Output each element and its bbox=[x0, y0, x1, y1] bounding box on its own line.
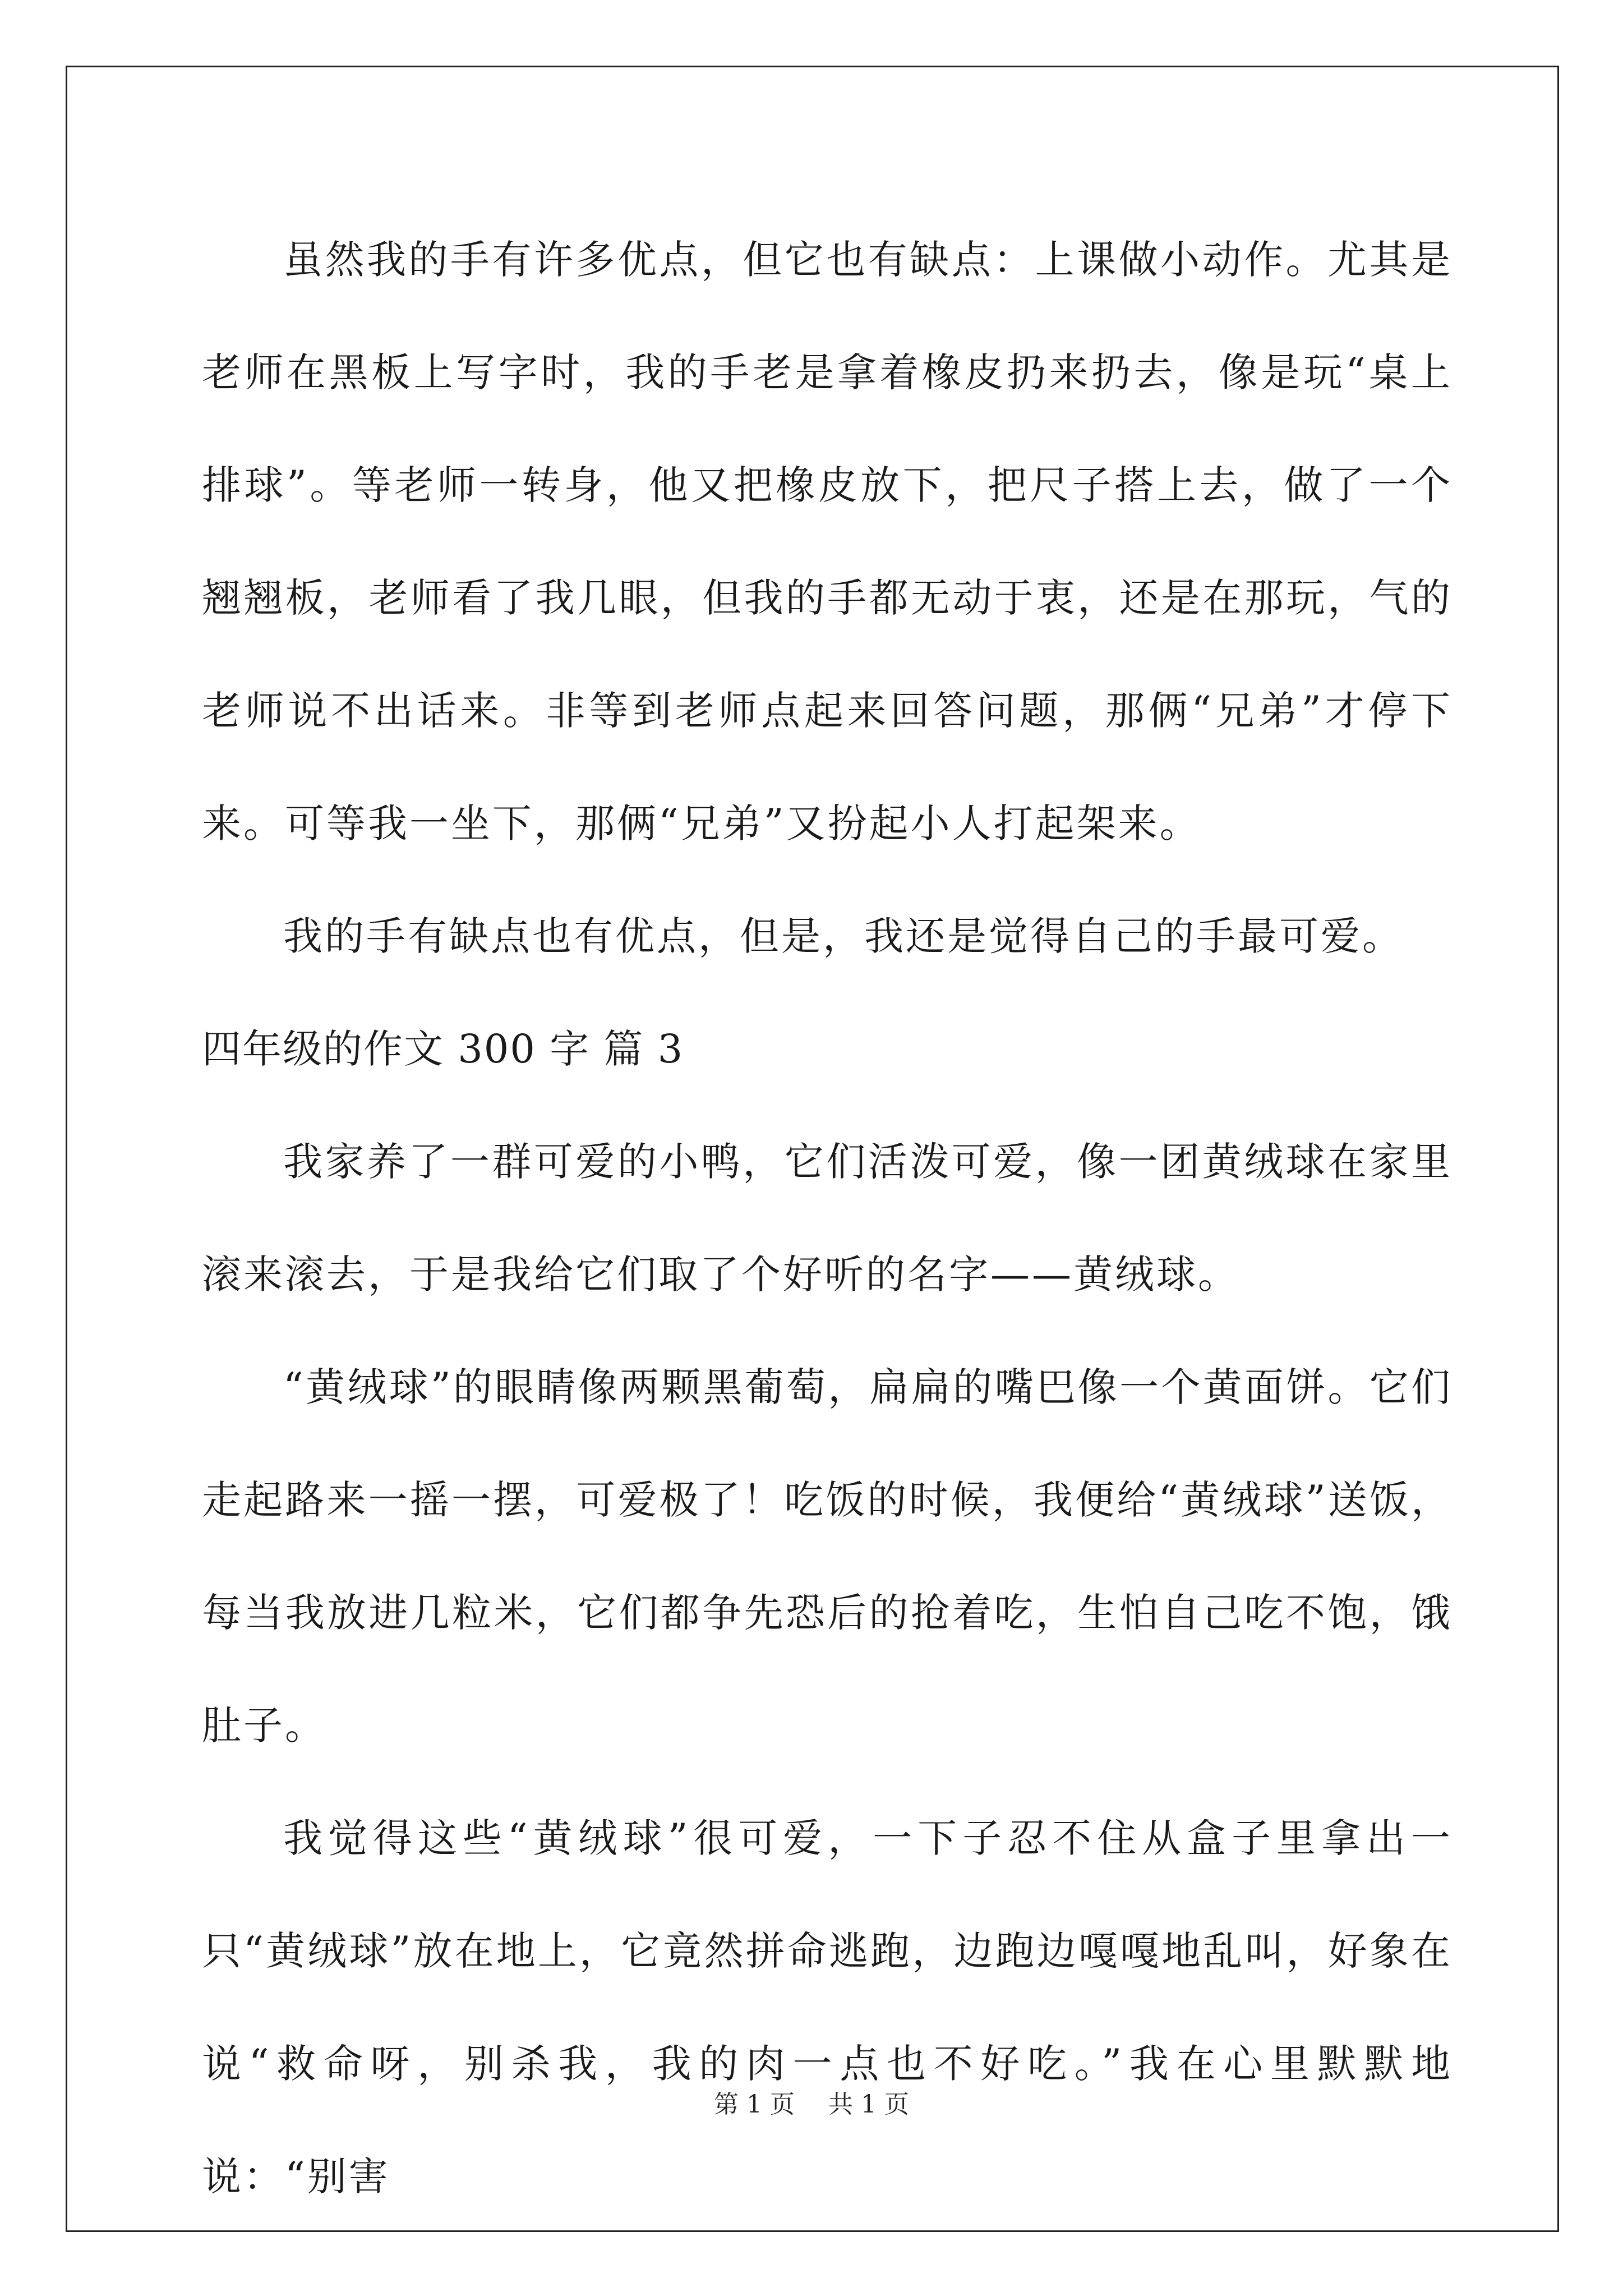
paragraph-ducklings-escape: 我觉得这些“黄绒球”很可爱，一下子忍不住从盒子里拿出一只“黄绒球”放在地上，它竟然拼命逃跑，边跑边嘎嘎地乱叫，好象在说“救命呀，别杀我，我的肉一点也不好吃。”我在心里默默地说：“别害 bbox=[202, 1815, 1453, 2200]
page-footer bbox=[0, 2088, 1623, 2122]
paragraph-hand-conclusion: 我的手有缺点也有优点，但是，我还是觉得自己的手最可爱。 bbox=[283, 913, 1404, 959]
section-heading: 四年级的作文 300 字 篇 3 bbox=[202, 1026, 684, 1072]
paragraph-hand-flaws: 虽然我的手有许多优点，但它也有缺点：上课做小动作。尤其是老师在黑板上写字时，我的手老是拿着橡皮扔来扔去，像是玩“桌上排球”。等老师一转身，他又把橡皮放下，把尺子搭上去，做了一个翘翘板，老师看了我几眼，但我的手都无动于衷，还是在那玩，气的老师说不出话来。非等到老师点起来回答问题，那俩“兄弟”才停下来。可等我一坐下，那俩“兄弟”又扮起小人打起架来。 bbox=[202, 237, 1453, 846]
paragraph-ducklings-intro: 我家养了一群可爱的小鸭，它们活泼可爱，像一团黄绒球在家里滚来滚去，于是我给它们取了个好听的名字——黄绒球。 bbox=[202, 1139, 1453, 1297]
page-number: 第 1 页 bbox=[714, 2090, 795, 2119]
page-total: 共 1 页 bbox=[828, 2090, 909, 2119]
document-body bbox=[202, 204, 1453, 2233]
paragraph-ducklings-description: “黄绒球”的眼睛像两颗黑葡萄，扁扁的嘴巴像一个黄面饼。它们走起路来一摇一摆，可爱极了！吃饭的时候，我便给“黄绒球”送饭，每当我放进几粒米，它们都争先恐后的抢着吃，生怕自己吃不饱，饿肚子。 bbox=[202, 1364, 1453, 1749]
